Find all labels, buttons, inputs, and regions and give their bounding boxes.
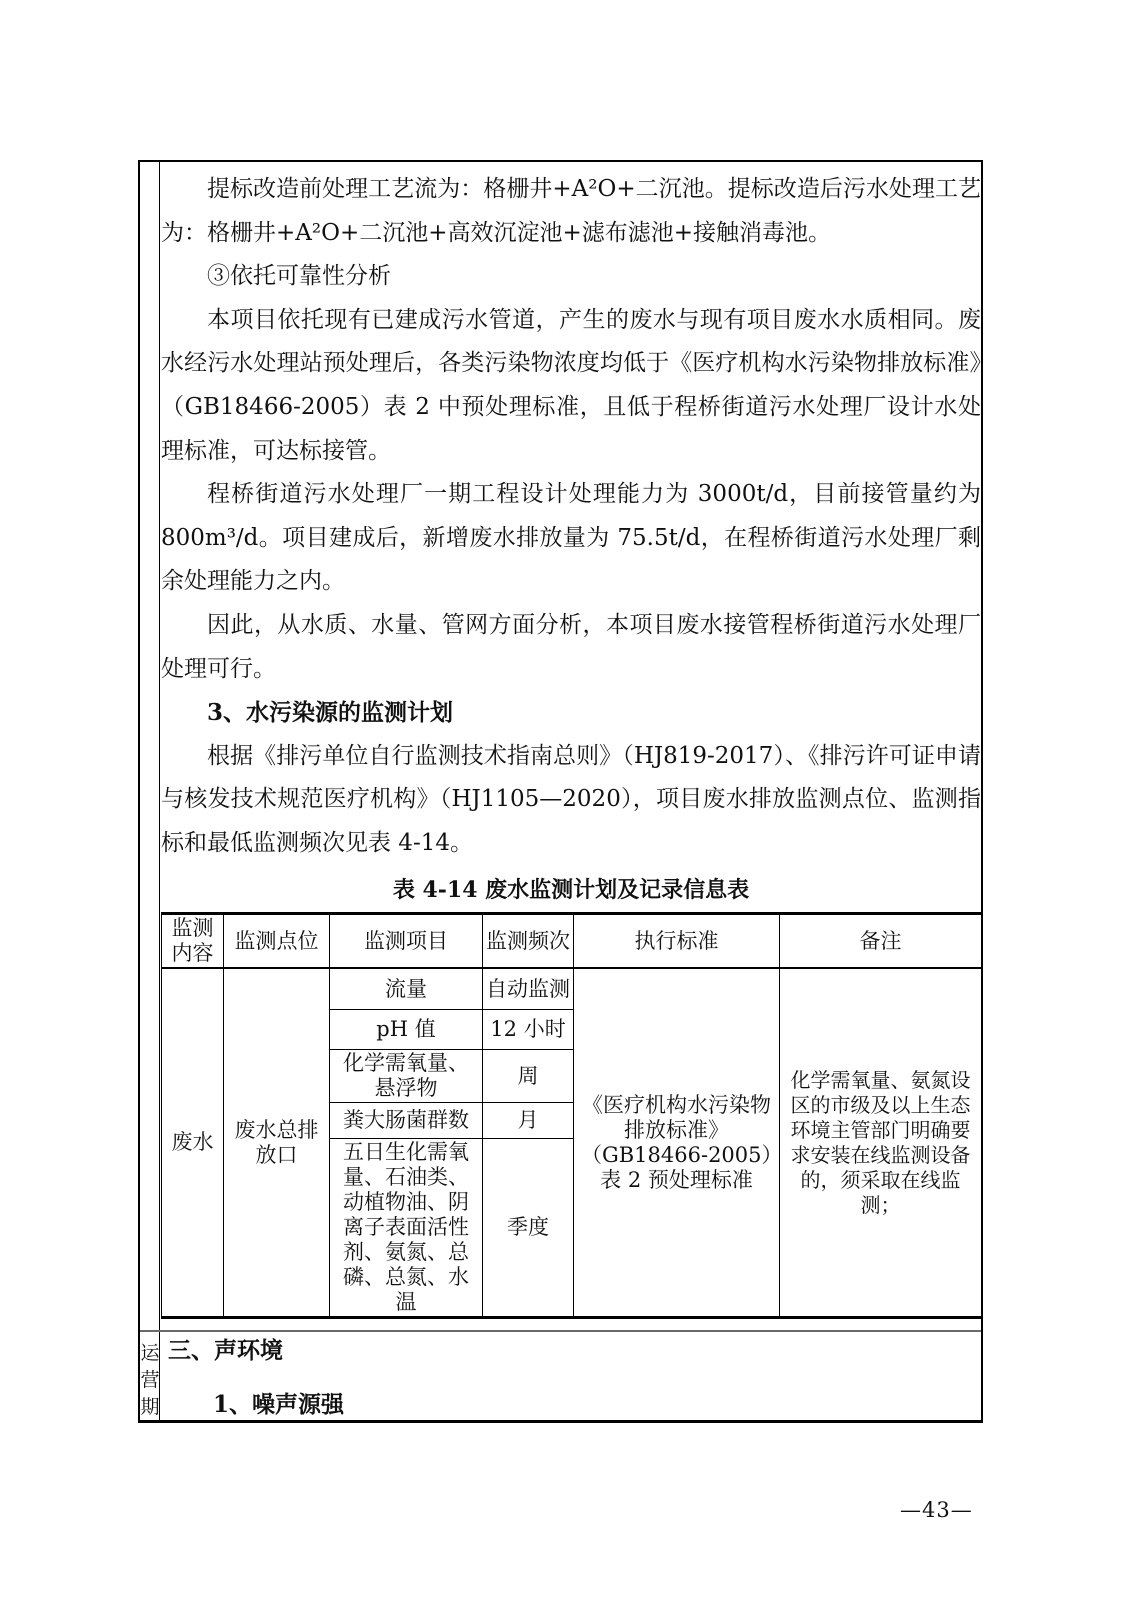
header-monitor-content: 监测内容	[162, 914, 224, 969]
page-number: —43—	[900, 1498, 973, 1522]
section-divider	[140, 1330, 981, 1332]
table-row	[162, 968, 982, 1010]
paragraph-conclusion: 因此，从水质、水量、管网方面分析，本项目废水接管程桥街道污水处理厂处理可行。	[161, 611, 981, 682]
cell-monitor-content: 废水	[162, 968, 224, 1318]
cell-item-flow: 流量	[330, 968, 483, 1010]
cell-remark: 化学需氧量、氨氮设区的市级及以上生态环境主管部门明确要求安装在线监测设备的，须采取在线监测；	[780, 968, 982, 1318]
cell-standard: 《医疗机构水污染物排放标准》（GB18466-2005）表 2 预处理标准	[574, 968, 780, 1318]
cell-item-coliform: 粪大肠菌群数	[330, 1103, 483, 1139]
section-heading-monitor-plan: 3、水污染源的监测计划	[207, 699, 454, 727]
paragraph-reliability-analysis: 本项目依托现有已建成污水管道，产生的废水与现有项目废水水质相同。废水经污水处理站预处理后，各类污染物浓度均低于《医疗机构水污染物排放标准》（GB18466-2005）表 2 中预处理标准，且低于程桥街道污水处理厂设计水处理标准，可达标接管。	[161, 306, 981, 464]
header-monitor-frequency: 监测频次	[483, 914, 574, 969]
paragraph-plant-capacity: 程桥街道污水处理厂一期工程设计处理能力为 3000t/d，目前接管量约为 800m³/d。项目建成后，新增废水排放量为 75.5t/d，在程桥街道污水处理厂剩余处理能力之内。	[161, 481, 981, 595]
section-heading-sound-environment: 三、声环境	[168, 1337, 283, 1364]
side-strip	[140, 162, 160, 1420]
header-standard: 执行标准	[574, 914, 780, 969]
cell-item-bod-etc: 五日生化需氧量、石油类、动植物油、阴离子表面活性剂、氨氮、总磷、总氮、水温	[330, 1139, 483, 1318]
table-header-row	[162, 914, 982, 969]
paragraph-reliability-heading: ③依托可靠性分析	[207, 263, 391, 290]
paragraph-process-flow: 提标改造前处理工艺流为：格栅井+A²O+二沉池。提标改造后污水处理工艺为：格栅井+A²O+二沉池+高效沉淀池+滤布滤池+接触消毒池。	[161, 176, 981, 246]
cell-freq-coliform: 月	[483, 1103, 574, 1139]
table-4-14-block	[161, 870, 981, 1319]
header-monitor-item: 监测项目	[330, 914, 483, 969]
header-monitor-point: 监测点位	[224, 914, 330, 969]
document-frame	[138, 160, 983, 1423]
cell-freq-flow: 自动监测	[483, 968, 574, 1010]
wastewater-monitoring-table	[161, 912, 982, 1319]
header-remark: 备注	[780, 914, 982, 969]
cell-freq-ph: 12 小时	[483, 1010, 574, 1050]
row-label-operation-period: 运营期	[140, 1342, 160, 1418]
cell-item-ph: pH 值	[330, 1010, 483, 1050]
paragraph-monitor-basis: 根据《排污单位自行监测技术指南总则》（HJ819-2017）、《排污许可证申请与核发技术规范医疗机构》（HJ1105—2020），项目废水排放监测点位、监测指标和最低监测频次见表 4-14。	[161, 742, 981, 856]
content-area	[161, 162, 981, 1420]
table-caption: 表 4-14 废水监测计划及记录信息表	[392, 877, 750, 903]
cell-freq-bod-etc: 季度	[483, 1139, 574, 1318]
body-text	[161, 168, 981, 868]
cell-item-cod: 化学需氧量、悬浮物	[330, 1050, 483, 1103]
cell-monitor-point: 废水总排放口	[224, 968, 330, 1318]
cell-freq-cod: 周	[483, 1050, 574, 1103]
subsection-heading-noise-source: 1、噪声源强	[213, 1391, 345, 1418]
